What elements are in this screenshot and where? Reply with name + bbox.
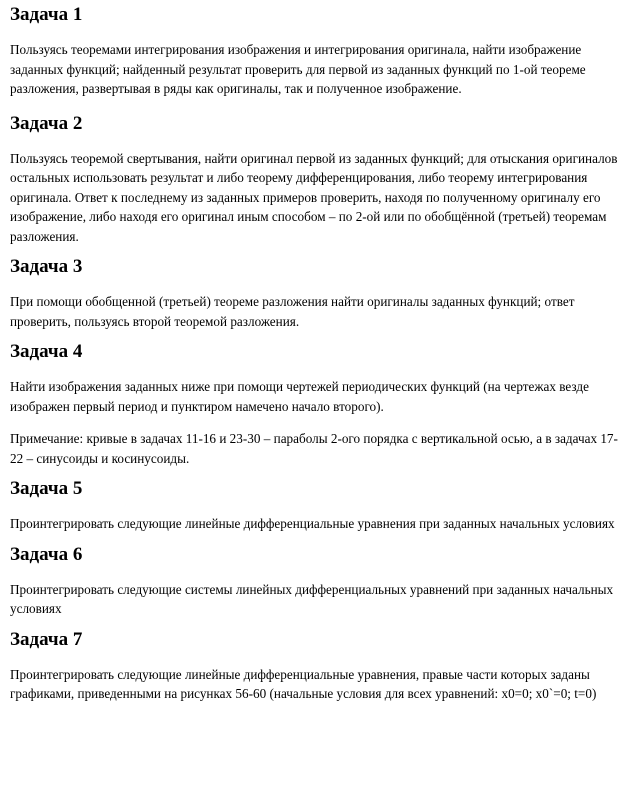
task-1-section (10, 0, 630, 99)
task-3-section (10, 256, 630, 331)
task-2-section (10, 113, 630, 247)
task-4-heading: Задача 4 (10, 341, 83, 362)
task-4-text: Найти изображения заданных ниже при помощи чертежей периодических функций (на чертежах везде изображен первый период и пунктиром намечено начало второго). (10, 379, 589, 414)
task-7-text: Проинтегрировать следующие линейные дифференциальные уравнения, правые части которых заданы графиками, приведенными на рисунках 56-60 (начальные условия для всех уравнений: x0=0; x0`=0; t=0) (10, 666, 597, 701)
task-4-note: Примечание: кривые в задачах 11-16 и 23-30 – параболы 2-ого порядка с вертикальной осью, а в задачах 17-22 – синусоиды и косинусоиды. (10, 431, 618, 466)
task-6-section (10, 544, 630, 619)
task-2-heading: Задача 2 (10, 112, 83, 134)
task-2-text: Пользуясь теоремой свертывания, найти оригинал первой из заданных функций; для отыскания оригиналов остальных использовать результат и либо теорему дифференцирования, либо теорему интегрирования оригинала. Ответ к последнему из заданных примеров проверить, находя по полученному оригиналу его изображение, либо находя его оригинал иным способом – по 2-ой или по обобщённой (третьей) теоремам разложения. (10, 150, 618, 244)
task-3-heading: Задача 3 (10, 256, 83, 277)
task-5-text: Проинтегрировать следующие линейные дифференциальные уравнения при заданных начальных условиях (10, 516, 615, 531)
task-1-text: Пользуясь теоремами интегрирования изображения и интегрирования оригинала, найти изображение заданных функций; найденный результат проверить для первой из заданных функций по 1-ой теореме разложения, развертывая в ряды как оригиналы, так и полученное изображение. (10, 42, 586, 96)
task-4-section (10, 341, 630, 468)
task-5-section (10, 478, 630, 534)
task-3-text: При помощи обобщенной (третьей) теореме разложения найти оригиналы заданных функций; ответ проверить, пользуясь второй теоремой разложения. (10, 294, 575, 329)
task-6-heading: Задача 6 (10, 543, 83, 565)
task-6-text: Проинтегрировать следующие системы линейных дифференциальных уравнений при заданных начальных условиях (10, 581, 614, 616)
task-5-heading: Задача 5 (10, 478, 83, 499)
task-7-heading: Задача 7 (10, 628, 83, 650)
task-7-section (10, 629, 630, 704)
task-1-heading: Задача 1 (10, 4, 83, 25)
